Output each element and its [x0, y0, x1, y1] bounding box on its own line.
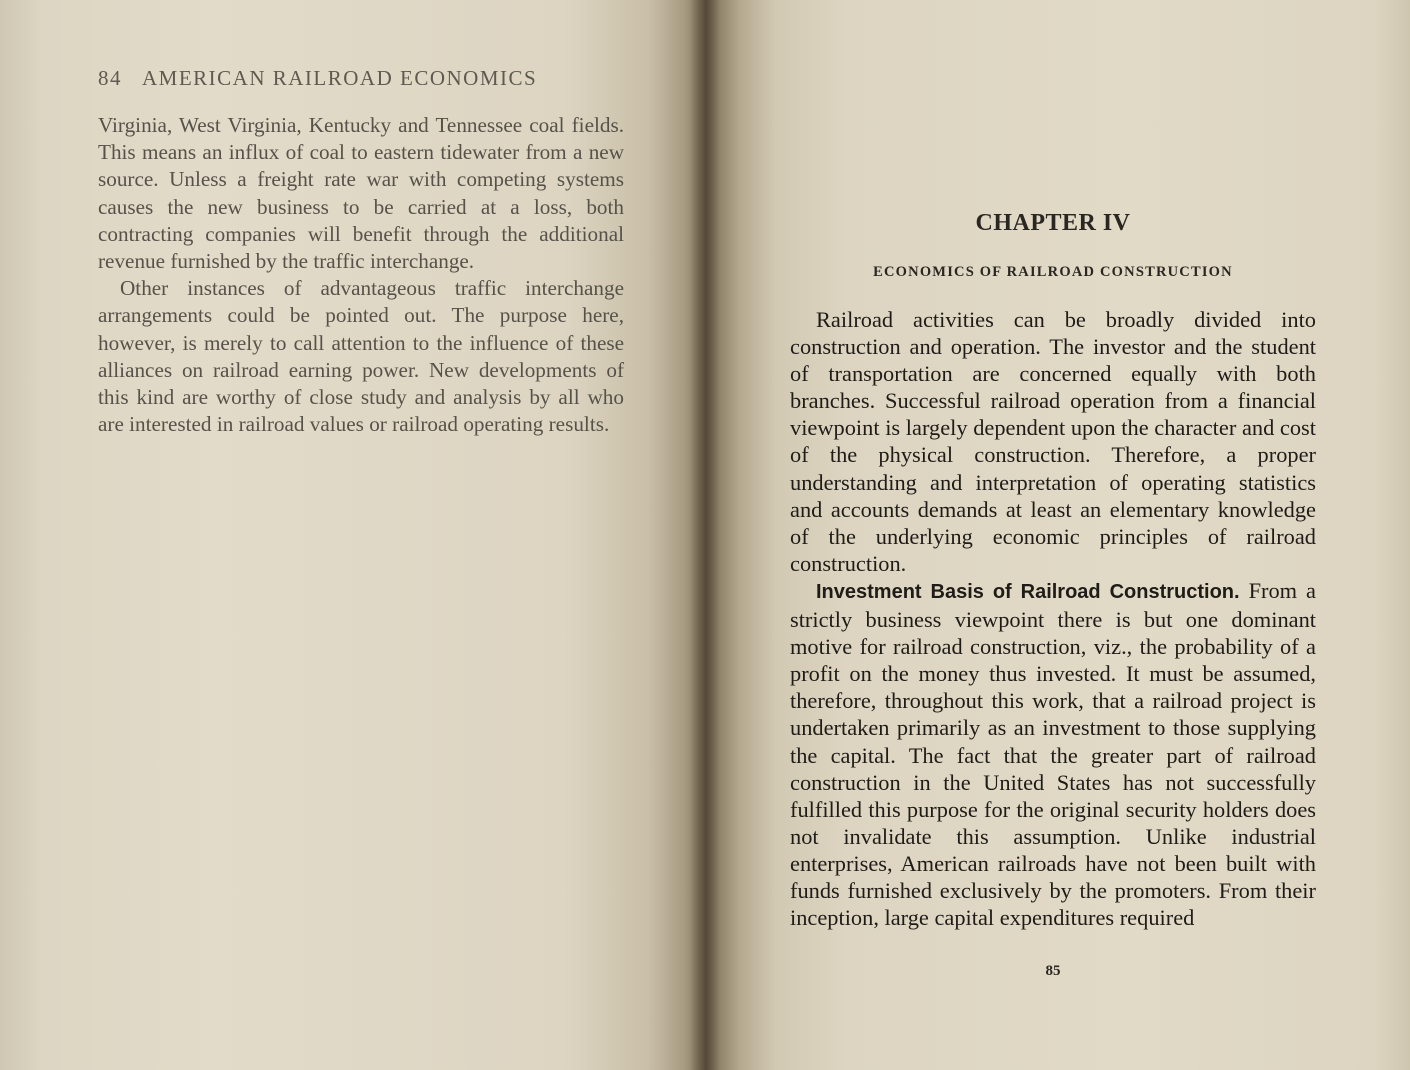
left-page-number: 84 [98, 66, 122, 90]
right-body-text [790, 306, 1316, 931]
left-paragraph-2: Other instances of advantageous traffic interchange arrangements could be pointed out. The purpose here, however, is merely to call attention to the influence of these alliances on railroad earning power. New developments of this kind are worthy of close study and analysis by all who are interested in railroad values or railroad operating results. [98, 276, 624, 437]
left-paragraph-1: Virginia, West Virginia, Kentucky and Tennessee coal fields. This means an influx of coal to eastern tidewater from a new source. Unless a freight rate war with competing systems causes the new business to be carried at a loss, both contracting companies will benefit through the additional revenue furnished by the traffic interchange. [98, 113, 624, 274]
running-head-title: AMERICAN RAILROAD ECONOMICS [142, 66, 538, 90]
chapter-subtitle: ECONOMICS OF RAILROAD CONSTRUCTION [873, 264, 1233, 280]
right-paragraph-2 [790, 577, 1316, 931]
chapter-title: CHAPTER IV [975, 210, 1131, 236]
running-head [98, 66, 618, 91]
right-paragraph-2-body: From a strictly business viewpoint there is but one dominant motive for railroad construction, viz., the probability of a profit on the money thus invested. It must be assumed, therefore, throughout this work, that a railroad project is undertaken primarily as an investment to those supplying the capital. The fact that the greater part of railroad construction in the United States has not successfully fulfilled this purpose for the original security holders does not invalidate this assumption. Unlike industrial enterprises, American railroads have not been built with funds furnished exclusively by the promoters. From their inception, large capital expenditures required [790, 577, 1316, 931]
right-page-number: 85 [1045, 963, 1061, 979]
section-heading: Investment Basis of Railroad Construction. [816, 580, 1240, 603]
left-body-text [98, 112, 624, 438]
gutter-shadow [690, 0, 720, 1070]
right-paragraph-1: Railroad activities can be broadly divided into construction and operation. The investor and the student of transportation are concerned equally with both branches. Successful railroad operation from a financial viewpoint is largely dependent upon the character and cost of the physical construction. Therefore, a proper understanding and interpretation of operating statistics and accounts demands at least an elementary knowledge of the underlying economic principles of railroad construction. [790, 307, 1316, 576]
